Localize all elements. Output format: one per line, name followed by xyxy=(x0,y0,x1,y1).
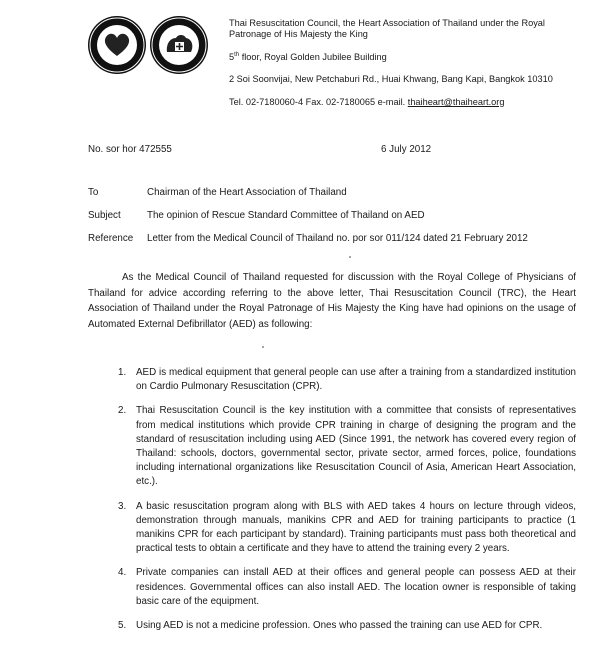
letter-meta xyxy=(88,186,528,255)
list-item-text: A basic resuscitation program along with BLS with AED takes 4 hours on lecture through videos, demonstration through manuals, manikins CPR and AED for training participants to practice (1 manikins CPR for each participant by standard). Training participants must pass both theoretical and practical tests to obtain a certificate and they have to attend the training every 2 years. xyxy=(136,500,576,555)
list-item-text: AED is medical equipment that general people can use after a training from a standardized institution on Cardio Pulmonary Resuscitation (CPR). xyxy=(136,367,576,393)
letterhead xyxy=(229,18,579,119)
to-label: To xyxy=(88,187,99,198)
scan-speck xyxy=(262,346,264,348)
resuscitation-council-seal-icon xyxy=(150,16,208,74)
heart-association-seal-icon xyxy=(88,16,146,74)
list-item-number: 3. xyxy=(118,500,127,512)
to-value: Chairman of the Heart Association of Thailand xyxy=(147,187,347,198)
list-item xyxy=(118,500,576,557)
logo-group xyxy=(88,16,210,78)
org-name-line-2: Patronage of His Majesty the King xyxy=(229,29,368,39)
floor-number: 5 xyxy=(229,51,235,62)
subject-value: The opinion of Rescue Standard Committee of Thailand on AED xyxy=(147,210,425,221)
contact-phone-fax: Tel. 02-7180060-4 Fax. 02-7180065 e-mail. xyxy=(229,96,408,107)
list-item xyxy=(118,404,576,489)
document-number: No. sor hor 472555 xyxy=(88,144,172,155)
org-name-line-1: Thai Resuscitation Council, the Heart Association of Thailand under the Royal xyxy=(229,18,545,28)
intro-paragraph: As the Medical Council of Thailand requested for discussion with the Royal College of Physicians of Thailand for advice according referring to the above letter, Thai Resuscitation Council (TRC), the Heart Association of Thailand under the Royal Patronage of His Majesty the King have had opinions on the usage of Automated External Defibrillator (AED) as following: xyxy=(88,272,576,330)
list-item-number: 1. xyxy=(118,367,127,378)
reference-value: Letter from the Medical Council of Thailand no. por sor 011/124 dated 21 February 2012 xyxy=(147,233,528,244)
list-item xyxy=(118,566,576,609)
list-item-text: Private companies can install AED at their offices and general people can possess AED at their residences. Governmental offices can also install AED. The location owner is responsible of taking basic care of the equipment. xyxy=(136,567,576,607)
email-link[interactable]: thaiheart@thaiheart.org xyxy=(407,96,505,107)
numbered-list xyxy=(118,366,576,643)
floor-suffix: th xyxy=(234,51,240,58)
list-item-text: Using AED is not a medicine profession. Ones who passed the training can use AED for CPR. xyxy=(136,620,543,632)
subject-label: Subject xyxy=(88,210,121,221)
list-item-text: Thai Resuscitation Council is the key institution with a committee that consists of representatives from medical institutions which provide CPR training in charge of designing the program and the standard of resuscitation including using AED (Since 1991, the network has covered every region of Thailand: schools, doctors, governmental sector, private sector, armed forces, police, foundations including international organizations like Resuscitation Council of Asia, American Heart Association, etc.). xyxy=(136,405,576,488)
list-item xyxy=(118,366,576,394)
to-row xyxy=(88,186,528,200)
list-item-number: 5. xyxy=(118,620,127,632)
reference-row xyxy=(88,232,528,246)
org-address: 2 Soi Soonvijai, New Petchaburi Rd., Huai Khwang, Bang Kapi, Bangkok 10310 xyxy=(229,74,553,85)
scan-speck xyxy=(349,256,351,258)
floor-building: floor, Royal Golden Jubilee Building xyxy=(239,51,387,62)
subject-row xyxy=(88,209,528,223)
org-contact xyxy=(229,97,579,108)
list-item xyxy=(118,619,576,633)
reference-label: Reference xyxy=(88,233,134,244)
document-date: 6 July 2012 xyxy=(381,144,432,155)
org-floor xyxy=(229,52,579,63)
list-item-number: 2. xyxy=(118,405,127,417)
list-item-number: 4. xyxy=(118,567,127,579)
